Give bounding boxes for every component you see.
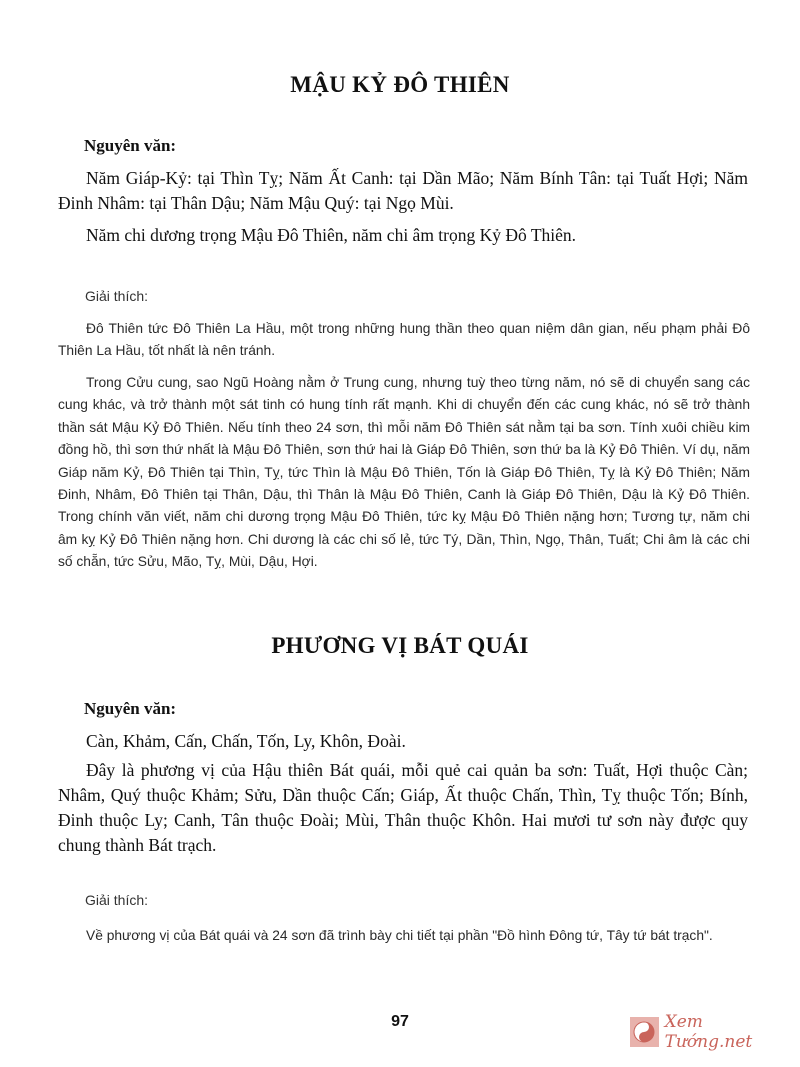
original-text-heading: Nguyên văn: — [84, 699, 177, 718]
explanation-paragraph: Đô Thiên tức Đô Thiên La Hầu, một trong những hung thần theo quan niệm dân gian, nếu phạm phải Đô Thiên La Hầu, tốt nhất là nên tránh. — [58, 321, 750, 359]
original-paragraph: Năm Giáp-Kỷ: tại Thìn Tỵ; Năm Ất Canh: tại Dần Mão; Năm Bính Tân: tại Tuất Hợi; Năm Đinh Nhâm: tại Thân Dậu; Năm Mậu Quý: tại Ngọ Mùi. — [58, 168, 748, 213]
original-text-heading: Nguyên văn: — [84, 136, 177, 155]
explanation-heading: Giải thích: — [85, 288, 149, 304]
watermark-text: Xem Tướng.net — [664, 1012, 753, 1052]
original-paragraph: Càn, Khảm, Cấn, Chấn, Tốn, Ly, Khôn, Đoài. — [86, 731, 406, 751]
page-number: 97 — [391, 1013, 409, 1030]
explanation-paragraph: Trong Cửu cung, sao Ngũ Hoàng nằm ở Trung cung, nhưng tuỳ theo từng năm, nó sẽ di chuyển sang các cung khác, và trở thành một sát tinh có hung tính rất mạnh. Khi di chuyển đến các cung khác, nó sẽ trở thành thần sát Mậu Kỷ Đô Thiên. Nếu tính theo 24 sơn, thì mỗi năm Đô Thiên sát nằm tại ba sơn. Tính xuôi chiều kim đồng hồ, thì sơn thứ nhất là Mậu Đô Thiên, sơn thứ hai là Giáp Đô Thiên, sơn thứ ba là Kỷ Đô Thiên. Ví dụ, năm Giáp năm Kỷ, Đô Thiên tại Thìn, Tỵ, tức Thìn là Mậu Đô Thiên, Tốn là Giáp Đô Thiên, Tỵ là Kỷ Đô Thiên; Năm Đinh, Nhâm, Đô Thiên tại Thân, Dậu, thì Thân là Mậu Đô Thiên, Canh là Giáp Đô Thiên, Dậu là Kỷ Đô Thiên. Trong chính văn viết, năm chi dương trọng Mậu Đô Thiên, tức kỵ Mậu Đô Thiên nặng hơn; Tương tự, năm chi âm kỵ Kỷ Đô Thiên nặng hơn. Chi dương là các chi số lẻ, tức Tý, Dần, Thìn, Ngọ, Thân, Tuất; Chi âm là các chi số chẵn, tức Sửu, Mão, Tỵ, Mùi, Dậu, Hợi. — [58, 375, 750, 570]
section-title-phuong-vi-bat-quai: PHƯƠNG VỊ BÁT QUÁI — [271, 633, 529, 658]
yin-yang-icon — [630, 1017, 659, 1047]
explanation-heading: Giải thích: — [85, 892, 149, 908]
watermark — [630, 1014, 790, 1050]
original-paragraph: Năm chi dương trọng Mậu Đô Thiên, năm chi âm trọng Kỷ Đô Thiên. — [86, 225, 577, 245]
original-paragraph: Đây là phương vị của Hậu thiên Bát quái, mỗi quẻ cai quản ba sơn: Tuất, Hợi thuộc Càn; Nhâm, Quý thuộc Khảm; Sửu, Dần thuộc Cấn; Giáp, Ất thuộc Chấn, Thìn, Tỵ thuộc Tốn; Bính, Đinh thuộc Ly; Canh, Tân thuộc Đoài; Mùi, Thân thuộc Khôn. Hai mươi tư sơn này được quy chung thành Bát trạch. — [58, 760, 748, 855]
section-title-mau-ky-do-thien: MẬU KỶ ĐÔ THIÊN — [290, 72, 510, 97]
explanation-paragraph: Về phương vị của Bát quái và 24 sơn đã trình bày chi tiết tại phần "Đồ hình Đông tứ, Tây tứ bát trạch". — [86, 928, 713, 943]
